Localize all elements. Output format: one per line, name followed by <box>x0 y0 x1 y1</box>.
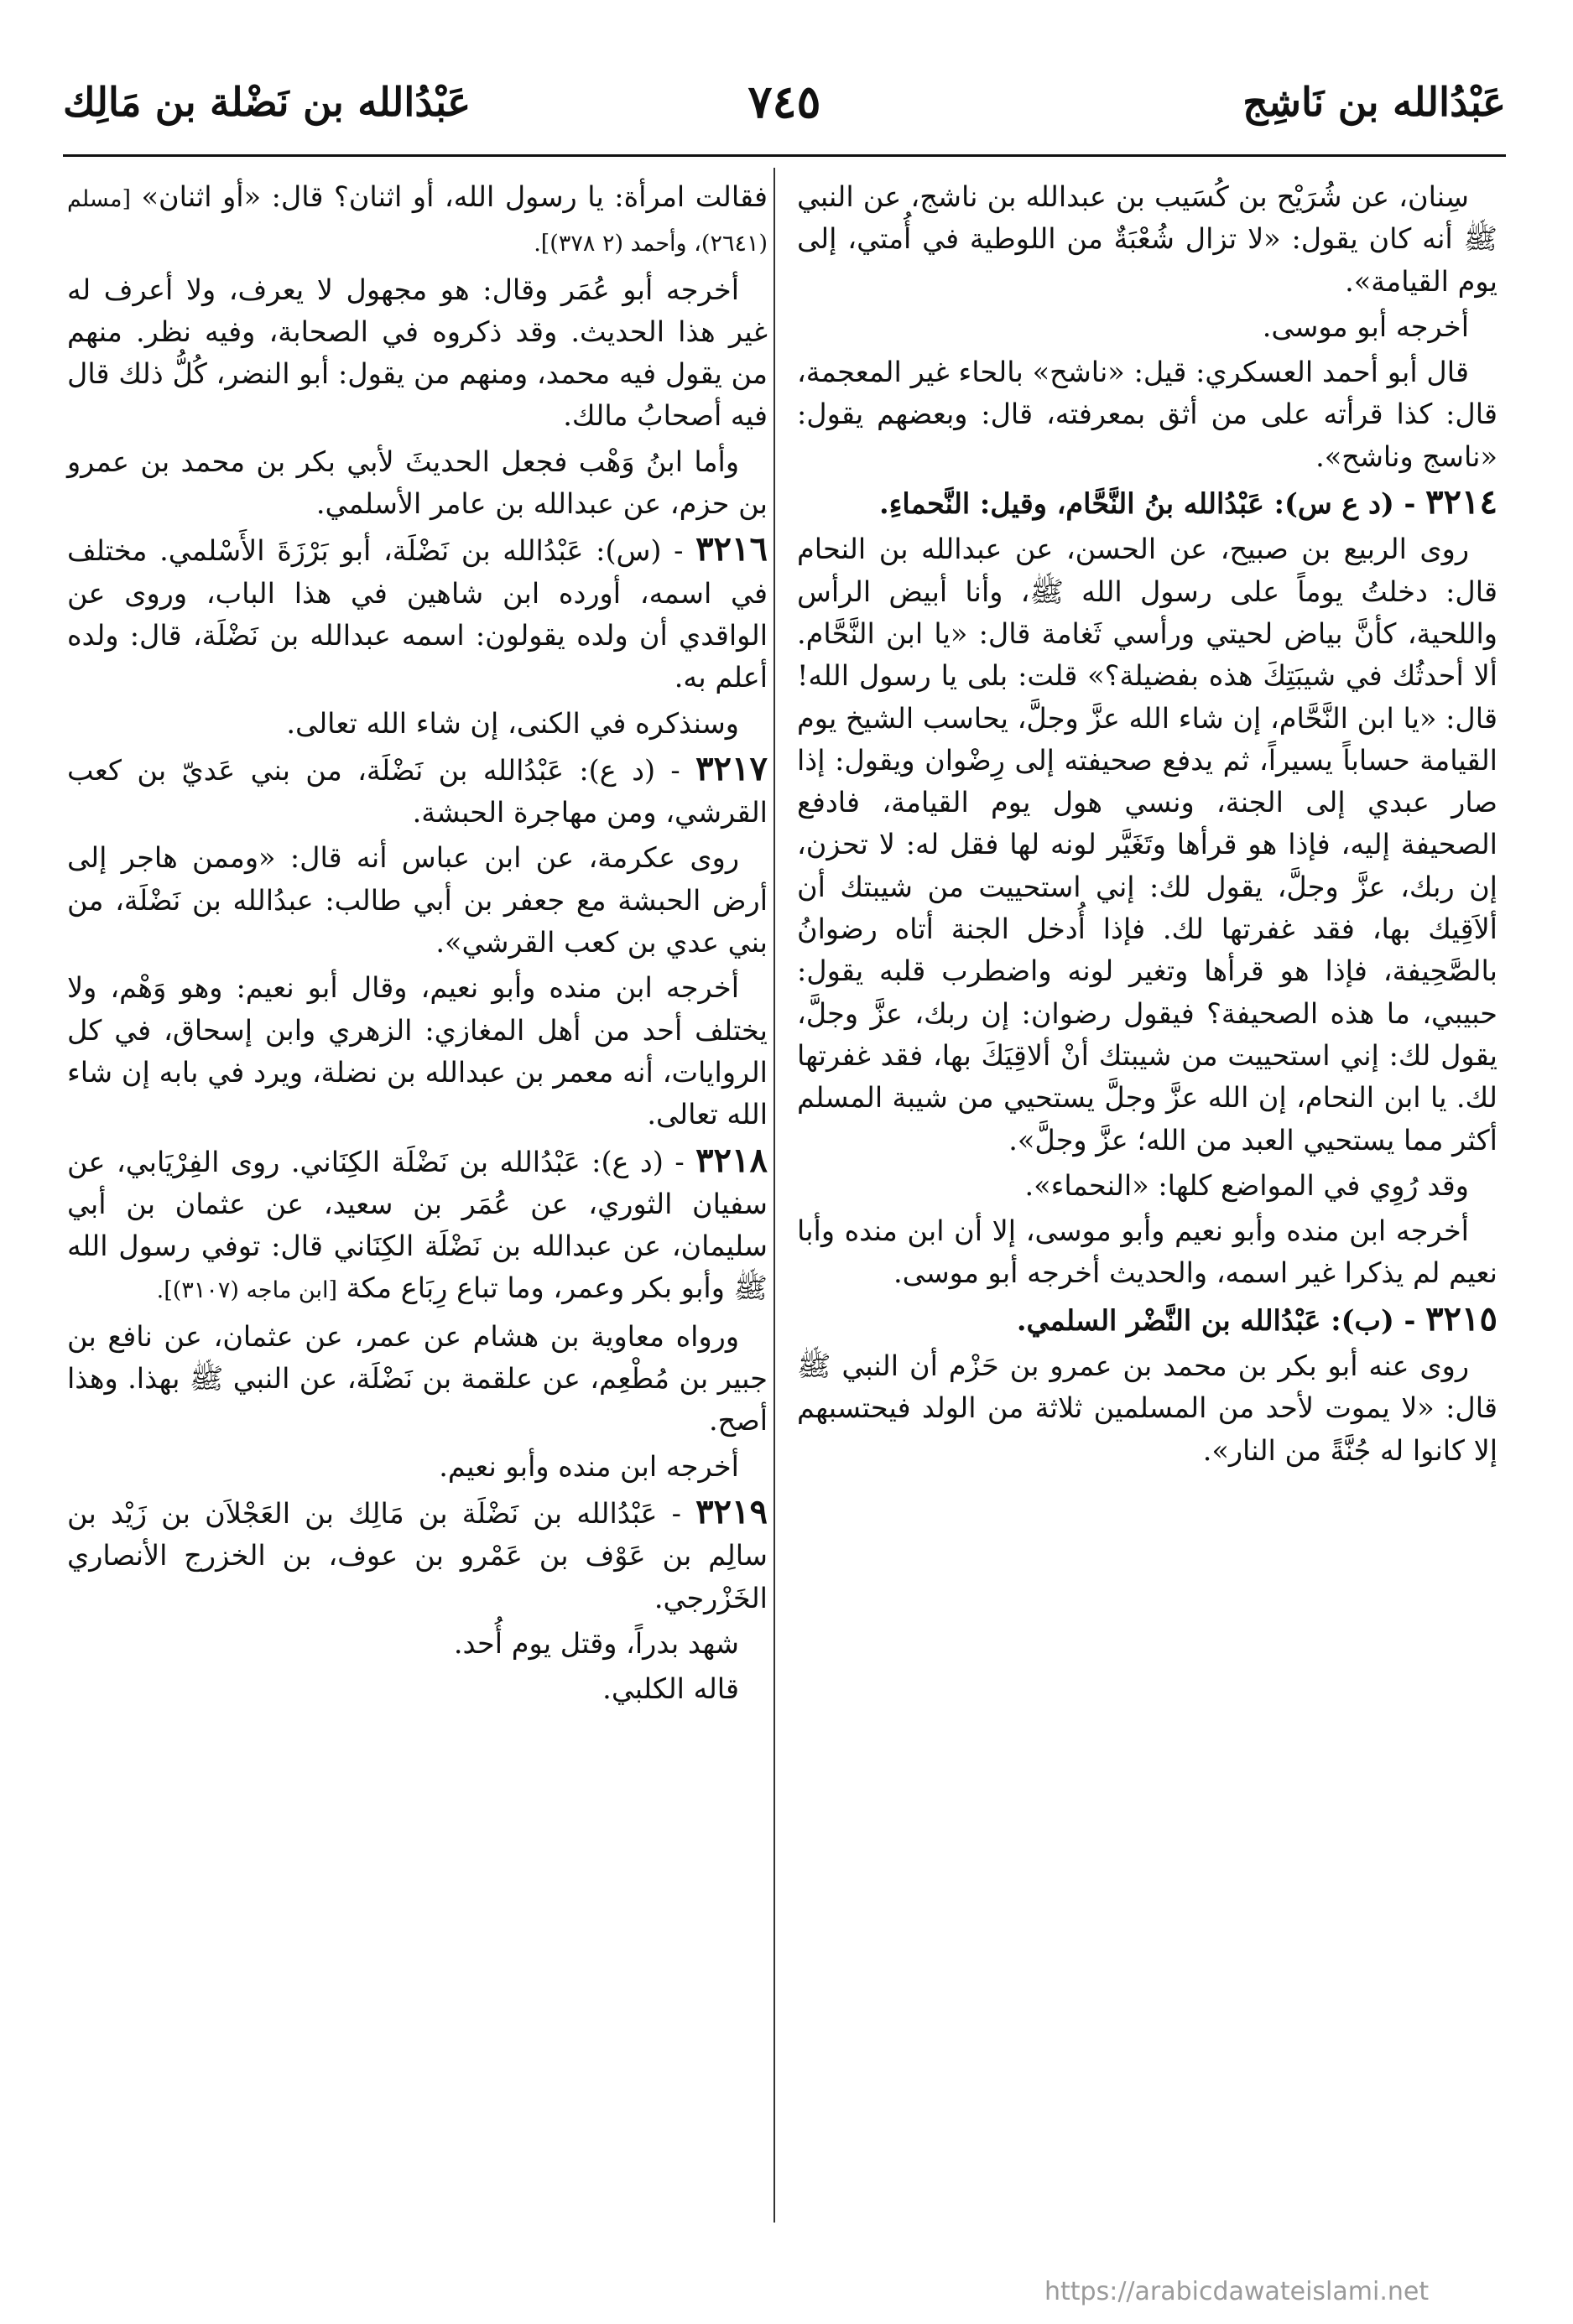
paragraph: وقد رُوِي في المواضع كلها: «النحماء». <box>1024 1168 1469 1202</box>
entry-3216 <box>67 528 768 699</box>
paragraph: أخرجه أبو موسى. <box>1262 309 1469 343</box>
entry-number: ٣٢١٨ <box>695 1140 768 1180</box>
entry-number: ٣٢١٧ <box>695 748 768 788</box>
entry-number: ٣٢١٦ <box>695 529 768 569</box>
entry-text: - (د ع): عَبْدُالله بن نَضْلَة، من بني عَديّ بن كعب القرشي، ومن مهاجرة الحبشة. <box>67 753 768 829</box>
entry-heading: - (ب): عَبْدُالله بن النَّضْر السلمي. <box>1016 1303 1426 1337</box>
paragraph: أخرجه ابن منده وأبو نعيم، وقال أبو نعيم: وهو وَهْم، ولا يختلف أحد من أهل المغازي: الزهري وابن إسحاق، في كل الروايات، أنه معمر بن عبدالله بن نضلة، ويرد في بابه إن شاء الله تعالى. <box>67 971 768 1131</box>
right-column <box>797 176 1497 1475</box>
entry-text: - (س): عَبْدُالله بن نَضْلَة، أبو بَرْزَةَ الأَسْلمي. مختلف في اسمه، أورده ابن شاهين في هذا الباب، وروى عن الواقدي أن ولده يقولون: اسمه عبدالله بن نَضْلَة، قال: ولده أعلم به. <box>67 534 768 694</box>
paragraph: روى عنه أبو بكر بن محمد بن عمرو بن حَزْم أن النبي ﷺ قال: «لا يموت لأحد من المسلمين ثلاثة من الولد فيحتسبهم إلا كانوا له جُنَّةً من النار». <box>797 1349 1497 1467</box>
paragraph-text: فقالت امرأة: يا رسول الله، أو اثنان؟ قال: «أو اثنان» <box>141 180 768 213</box>
entry-number: ٣٢١٩ <box>695 1491 768 1531</box>
paragraph: سِنان، عن شُرَيْح بن كُسَيب بن عبدالله بن ناشج، عن النبي ﷺ أنه كان يقول: «لا تزال شُعْبَةٌ من اللوطية في أُمتي، إلى يوم القيامة». <box>797 180 1497 298</box>
page-header <box>63 75 1506 140</box>
citation: [مسلم (٢٦٤١)، وأحمد (٢ ٣٧٨)]. <box>67 186 768 257</box>
paragraph: قاله الكلبي. <box>602 1672 739 1706</box>
entry-3215 <box>797 1298 1497 1342</box>
paragraph: روى الربيع بن صبيح، عن الحسن، عن عبدالله بن النحام قال: دخلتُ يوماً على رسول الله ﷺ، وأنا أبيض الرأس واللحية، كأنَّ بياض لحيتي ورأسي ثَغامة قال: «يا ابن النَّحَّام. ألا أحدثُك في شيبَتِكَ هذه بفضيلة؟» قلت: بلى يا رسول الله! قال: «يا ابن النَّحَّام، إن شاء الله عزَّ وجلَّ، يحاسب الشيخ يوم القيامة حساباً يسيراً، ثم يدفع صحيفته إلى رِضْوان ويقول: إذا صار عبدي إلى الجنة، ونسي هول يوم القيامة، فادفع الصحيفة إليه، فإذا هو قرأها وتَغَيَّر لونه لها فقل له: لا تحزن، إن ربك، عزَّ وجلَّ، يقول لك: إني استحييت من شيبتك أن ألاَقِيك بها، فقد غفرتها لك. فإذا أُدخل الجنة أتاه رضوانُ بالصَّحِيفة، فإذا هو قرأها وتغير لونه واضطرب قلبه يقول: حبيبي، ما هذه الصحيفة؟ فيقول رضوان: إن ربك، عزَّ وجلَّ، يقول لك: إني استحييت من شيبتك أنْ ألاقِيَكَ بها، فقد غفرتها لك. يا ابن النحام، إن الله عزَّ وجلَّ يستحيي من شيبة المسلم أكثر مما يستحيي العبد من الله؛ عزَّ وجلَّ». <box>797 533 1497 1157</box>
entry-text: - (د ع): عَبْدُالله بن نَضْلَة الكِنَاني. روى الفِرْيَابي، عن سفيان الثوري، عن عُمَر بن سعيد، عن عثمان بن أبي سليمان، عن عبدالله بن نَضْلَة الكِنَاني قال: توفي رسول الله ﷺ وأبو بكر وعمر، وما تباع رِبَاع مكة <box>67 1145 768 1305</box>
page-number: ٧٤٥ <box>747 75 821 128</box>
citation: [ابن ماجه (٣١٠٧)]. <box>156 1277 338 1304</box>
entry-number: ٣٢١٤ <box>1425 482 1497 523</box>
entry-text: - عَبْدُالله بن نَضْلَة بن مَالِك بن العَجْلاَن بن زَيْد بن سالِم بن عَوْف بن عَمْرو بن عوف، بن الخزرج الأنصاري الخَزْرجي. <box>67 1496 768 1614</box>
paragraph: أخرجه ابن منده وأبو نعيم. <box>439 1449 739 1483</box>
entry-3219 <box>67 1491 768 1620</box>
watermark-url: https://arabicdawateislami.net <box>1044 2277 1430 2306</box>
paragraph: أخرجه ابن منده وأبو نعيم وأبو موسى، إلا أن ابن منده وأبا نعيم لم يذكرا غير اسمه، والحديث أخرجه أبو موسى. <box>797 1214 1497 1290</box>
paragraph: وأما ابنُ وَهْب فجعل الحديثَ لأبي بكر بن محمد بن عمرو بن حزم، عن عبدالله بن عامر الأسلمي. <box>67 445 768 521</box>
paragraph <box>67 176 768 266</box>
left-column <box>67 176 768 1713</box>
paragraph: قال أبو أحمد العسكري: قيل: «ناشح» بالحاء غير المعجمة، قال: كذا قرأته على من أثق بمعرفته، قال: وبعضهم يقول: «ناسج وناشح». <box>797 356 1497 473</box>
paragraph: روى عكرمة، عن ابن عباس أنه قال: «وممن هاجر إلى أرض الحبشة مع جعفر بن أبي طالب: عبدُالله بن نَضْلَة، من بني عدي بن كعب القرشي». <box>67 841 768 959</box>
entry-3218 <box>67 1140 768 1313</box>
entry-heading: - (د ع س): عَبْدُالله بنُ النَّحَّام، وقيل: النَّحماءِ. <box>878 487 1426 521</box>
running-title-left: عَبْدُالله بن نَضْلة بن مَالِك <box>63 80 471 126</box>
entry-3214 <box>797 481 1497 525</box>
paragraph: أخرجه أبو عُمَر وقال: هو مجهول لا يعرف، ولا أعرف له غير هذا الحديث. وقد ذكروه في الصحابة، وفيه نظر. منهم من يقول فيه محمد، ومنهم من يقول: أبو النضر، كُلُّ ذلك قال فيه أصحابُ مالك. <box>67 273 768 433</box>
running-title-right: عَبْدُالله بن نَاشِج <box>1242 80 1506 126</box>
column-divider <box>773 168 775 2223</box>
paragraph: شهد بدراً، وقتل يوم أُحد. <box>453 1626 739 1660</box>
header-rule <box>63 154 1506 157</box>
paragraph: ورواه معاوية بن هشام عن عمر، عن عثمان، عن نافع بن جبير بن مُطْعِم، عن علقمة بن نَضْلَة، عن النبي ﷺ بهذا. وهذا أصح. <box>67 1319 768 1438</box>
entry-number: ٣٢١٥ <box>1425 1298 1497 1339</box>
entry-3217 <box>67 748 768 834</box>
paragraph: وسنذكره في الكنى، إن شاء الله تعالى. <box>286 706 739 740</box>
